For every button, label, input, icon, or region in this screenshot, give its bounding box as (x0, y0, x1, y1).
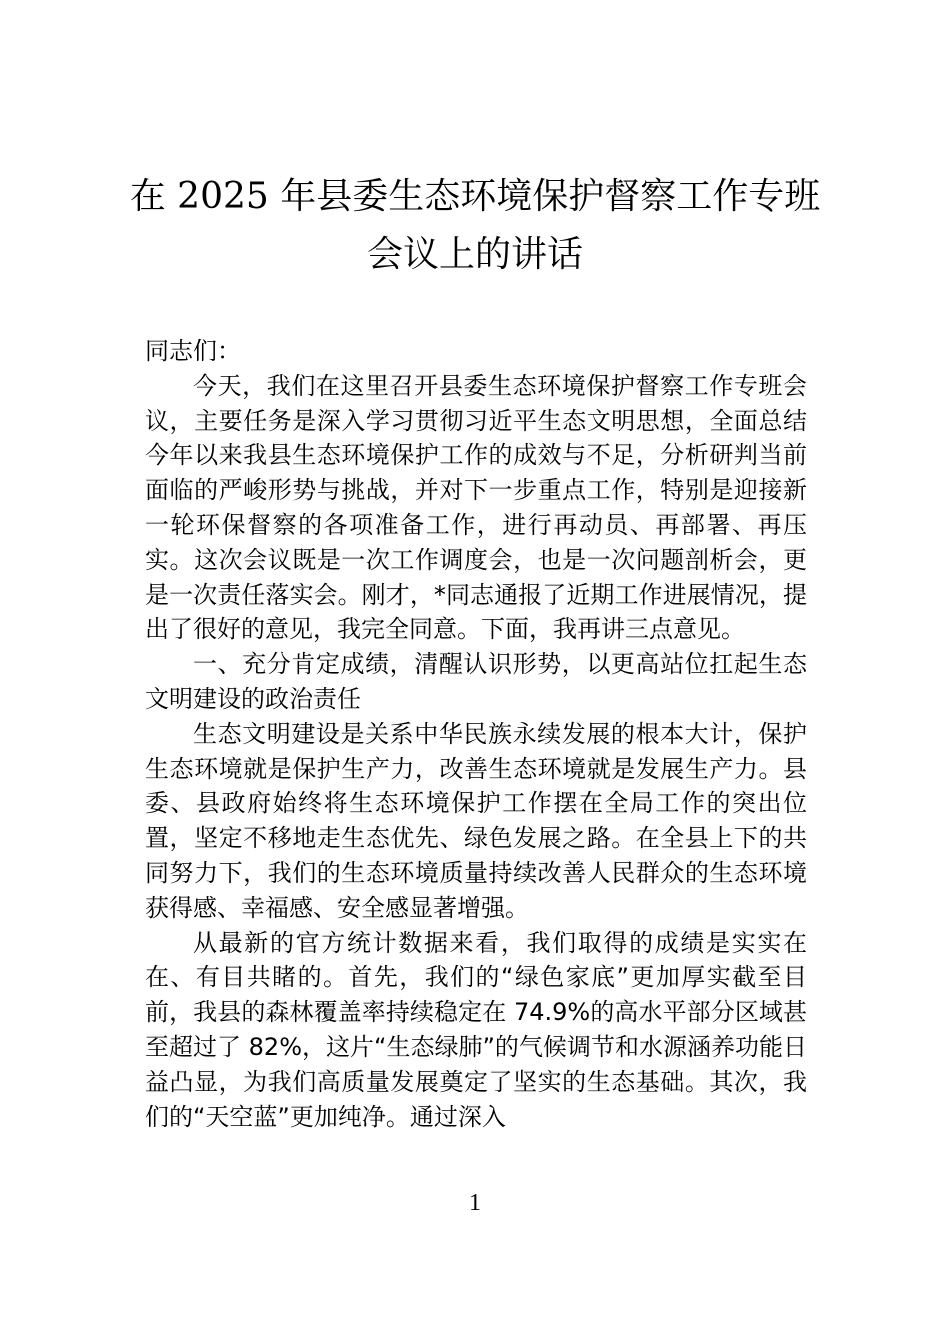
paragraph-ecological-civilization: 生态文明建设是关系中华民族永续发展的根本大计，保护生态环境就是保护生产力，改善生态环境就是发展生产力。县委、县政府始终将生态环境保护工作摆在全局工作的突出位置，坚定不移地走生态优先、绿色发展之路。在全县上下的共同努力下，我们的生态环境质量持续改善人民群众的生态环境获得感、幸福感、安全感显著增强。 (145, 719, 807, 922)
salutation: 同志们： (145, 337, 241, 365)
paragraph-intro: 今天，我们在这里召开县委生态环境保护督察工作专班会议，主要任务是深入学习贯彻习近平生态文明思想，全面总结今年以来我县生态环境保护工作的成效与不足，分析研判当前面临的严峻形势与挑战，并对下一步重点工作，特别是迎接新一轮环保督察的各项准备工作，进行再动员、再部署、再压实。这次会议既是一次工作调度会，也是一次问题剖析会，更是一次责任落实会。刚才，*同志通报了近期工作进展情况，提出了很好的意见，我完全同意。下面，我再讲三点意见。 (145, 371, 807, 644)
document-title (100, 168, 850, 284)
section-heading-1: 一、充分肯定成绩，清醒认识形势，以更高站位扛起生态文明建设的政治责任 (145, 650, 807, 713)
title-line-2: 会议上的讲话 (366, 234, 583, 275)
page-number: 1 (469, 1190, 481, 1216)
document-body (145, 334, 807, 1134)
paragraph-statistics: 从最新的官方统计数据来看，我们取得的成绩是实实在在、有目共睹的。首先，我们的“绿色家底”更加厚实截至目前，我县的森林覆盖率持续稳定在 74.9%的高水平部分区域甚至超过了 82%，这片“生态绿肺”的气候调节和水源涵养功能日益凸显，为我们高质量发展奠定了坚实的生态基础。其次，我们的“天空蓝”更加纯净。通过深入 (145, 928, 807, 1131)
title-line-1: 在 2025 年县委生态环境保护督察工作专班 (129, 176, 821, 217)
